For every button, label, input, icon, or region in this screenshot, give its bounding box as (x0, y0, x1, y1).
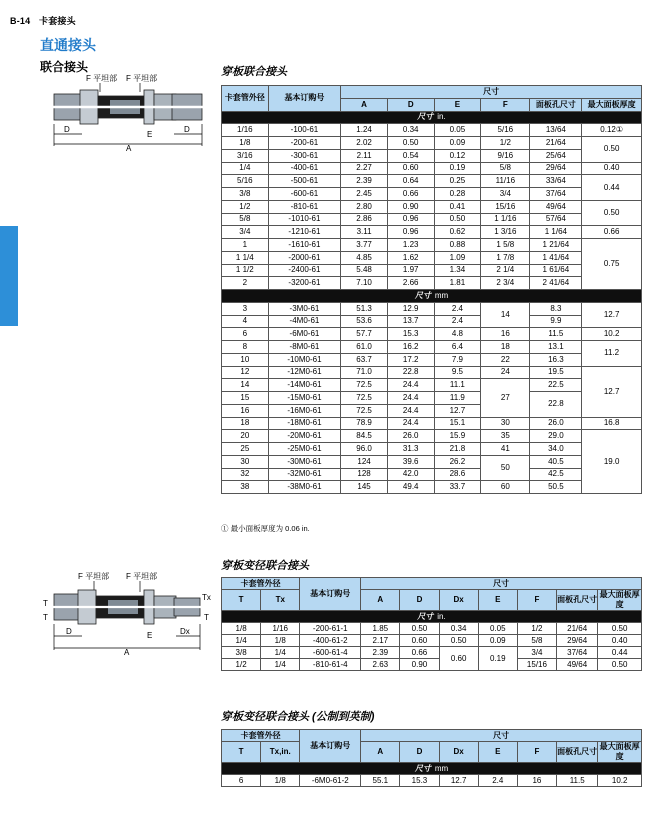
table-row: 25 -25M0-61 96.0 31.3 21.8 41 34.0 (222, 443, 642, 456)
col-header-tx: Tx,in. (261, 742, 300, 763)
diagram1-label-a: A (126, 144, 132, 152)
unit-bar-in: 尺寸 in. (222, 611, 642, 623)
table-row: 3 -3M0-61 51.3 12.9 2.4 14 8.3 12.7 (222, 302, 642, 315)
diagram2-label-flat-left: F 平坦部 (78, 572, 110, 581)
diagram1-label-d-left: D (64, 125, 70, 134)
page-header (10, 14, 76, 27)
diagram2-label-d: D (66, 627, 72, 636)
diagram2-label-t-right: T (204, 613, 209, 622)
table-row: 8 -8M0-61 61.0 16.2 6.4 18 13.1 11.2 (222, 341, 642, 354)
table-row: 6 -6M0-61 57.7 15.3 4.8 16 11.5 10.2 (222, 328, 642, 341)
col-header-a: A (361, 742, 400, 763)
table-row: 15 -15M0-61 72.5 24.4 11.9 22.8 (222, 392, 642, 405)
col-header-a: A (341, 98, 388, 111)
table-row: 18 -18M0-61 78.9 24.4 15.1 30 26.0 16.8 (222, 417, 642, 430)
col-header-dims: 尺寸 (341, 86, 642, 99)
table-row: 12 -12M0-61 71.0 22.8 9.5 24 19.5 12.7 (222, 366, 642, 379)
diagram1-label-flat-left: F 平坦部 (86, 74, 118, 83)
unit-bar-mm: 尺寸 mm (222, 763, 642, 775)
col-header-tube-od: 卡套管外径 (222, 730, 300, 742)
metric-to-inch-reducing-union-table (221, 729, 642, 787)
reducing-bulkhead-union-diagram (38, 570, 218, 655)
diagram2-label-dx: Dx (180, 627, 190, 636)
col-header-d: D (400, 742, 439, 763)
diagram2-label-t-left: T (43, 599, 48, 608)
col-header-dims: 尺寸 (361, 730, 642, 742)
table-row: 4 -4M0-61 53.6 13.7 2.4 9.9 (222, 315, 642, 328)
table-row: 1 1/2 -2400-61 5.48 1.97 1.34 2 1/4 1 61/64 (222, 264, 642, 277)
col-header-f: F (481, 98, 530, 111)
col-header-f: F (517, 590, 556, 611)
unit-bar-mm: 尺寸 mm (222, 290, 642, 303)
col-header-tube-od: 卡套管外径 (222, 86, 269, 112)
table-row: 1/2 -810-61 2.80 0.90 0.41 15/16 49/64 0.50 (222, 200, 642, 213)
bulkhead-union-table (221, 85, 642, 494)
col-header-hole: 面板孔尺寸 (557, 742, 598, 763)
table-row: 1 1/4 -2000-61 4.85 1.62 1.09 1 7/8 1 41/64 (222, 251, 642, 264)
col-header-order-no: 基本订购号 (300, 730, 361, 763)
diagram2-label-a: A (124, 648, 130, 655)
diagram1-label-flat-right: F 平坦部 (126, 74, 158, 83)
table2-title: 穿板变径联合接头 (221, 560, 309, 572)
table-row: 2 -3200-61 7.10 2.66 1.81 2 3/4 2 41/64 (222, 277, 642, 290)
col-header-e: E (478, 590, 517, 611)
table-row: 1/2 1/4 -810-61-4 2.63 0.90 15/16 49/64 0.50 (222, 659, 642, 671)
table1-title: 穿板联合接头 (221, 66, 287, 78)
col-header-tube-od: 卡套管外径 (222, 578, 300, 590)
col-header-max-thick: 最大面板厚度 (582, 98, 642, 111)
col-header-d: D (387, 98, 434, 111)
diagram2-label-flat-right: F 平坦部 (126, 572, 158, 581)
table-row: 16 -16M0-61 72.5 24.4 12.7 (222, 404, 642, 417)
section-name: 卡套接头 (39, 16, 76, 26)
diagram2-label-tx: Tx (202, 593, 211, 602)
col-header-e: E (434, 98, 481, 111)
bulkhead-union-diagram (40, 72, 220, 152)
reducing-bulkhead-union-table (221, 577, 642, 671)
table-row: 32 -32M0-61 128 42.0 28.6 42.5 (222, 468, 642, 481)
table-row: 1 -1610-61 3.77 1.23 0.88 1 5/8 1 21/64 0.75 (222, 239, 642, 252)
table-row: 1/8 1/16 -200-61-1 1.85 0.50 0.34 0.05 1/2 21/64 0.50 (222, 623, 642, 635)
table-row: 30 -30M0-61 124 39.6 26.2 50 40.5 (222, 455, 642, 468)
diagram2-label-e: E (147, 631, 153, 640)
table-row: 3/16 -300-61 2.11 0.54 0.12 9/16 25/64 (222, 149, 642, 162)
unit-bar-in: 尺寸 in. (222, 111, 642, 124)
table-row: 1/16 -100-61 1.24 0.34 0.05 5/16 13/64 0.12① (222, 124, 642, 137)
col-header-d: D (400, 590, 439, 611)
col-header-tx: Tx (261, 590, 300, 611)
diagram1-label-e: E (147, 130, 153, 139)
col-header-dims: 尺寸 (361, 578, 642, 590)
table-row: 10 -10M0-61 63.7 17.2 7.9 22 16.3 (222, 353, 642, 366)
table-row: 6 1/8 -6M0-61-2 55.1 15.3 12.7 2.4 16 11.5 10.2 (222, 775, 642, 787)
table-row: 5/8 -1010-61 2.86 0.96 0.50 1 1/16 57/64 (222, 213, 642, 226)
table-row: 3/8 1/4 -600-61-4 2.39 0.66 0.60 0.19 3/4 37/64 0.44 (222, 647, 642, 659)
col-header-order-no: 基本订购号 (268, 86, 341, 112)
col-header-t: T (222, 590, 261, 611)
footnote: ① 最小面板厚度为 0.06 in. (221, 524, 310, 533)
table-row: 3/4 -1210-61 3.11 0.96 0.62 1 3/16 1 1/64 0.66 (222, 226, 642, 239)
table-row: 3/8 -600-61 2.45 0.66 0.28 3/4 37/64 (222, 188, 642, 201)
table-row: 5/16 -500-61 2.39 0.64 0.25 11/16 33/64 0.44 (222, 175, 642, 188)
col-header-dx: Dx (439, 590, 478, 611)
table-row: 20 -20M0-61 84.5 26.0 15.9 35 29.0 19.0 (222, 430, 642, 443)
page-number: B-14 (10, 16, 31, 26)
table-row: 38 -38M0-61 145 49.4 33.7 60 50.5 (222, 481, 642, 494)
table-row: 1/4 -400-61 2.27 0.60 0.19 5/8 29/64 0.40 (222, 162, 642, 175)
col-header-max-thick: 最大面板厚度 (599, 590, 640, 609)
col-header-hole: 面板孔尺寸 (557, 590, 598, 611)
diagram1-label-d-right: D (184, 125, 190, 134)
union-subtitle: 联合接头 (40, 60, 89, 74)
col-header-max-thick: 最大面板厚度 (599, 742, 640, 761)
table3-title: 穿板变径联合接头 (公制到英制) (221, 711, 375, 723)
diagram2-label-t-left-lower: T (43, 613, 48, 622)
col-header-a: A (361, 590, 400, 611)
table-row: 14 -14M0-61 72.5 24.4 11.1 27 22.5 (222, 379, 642, 392)
col-header-t: T (222, 742, 261, 763)
col-header-e: E (478, 742, 517, 763)
table-row: 1/8 -200-61 2.02 0.50 0.09 1/2 21/64 0.50 (222, 137, 642, 150)
page-title: 直通接头 (40, 37, 96, 53)
col-header-f: F (517, 742, 556, 763)
col-header-hole: 面板孔尺寸 (530, 98, 582, 111)
side-tab-marker (0, 226, 18, 326)
col-header-order-no: 基本订购号 (300, 578, 361, 611)
col-header-dx: Dx (439, 742, 478, 763)
table-row: 1/4 1/8 -400-61-2 2.17 0.60 0.50 0.09 5/8 29/64 0.40 (222, 635, 642, 647)
